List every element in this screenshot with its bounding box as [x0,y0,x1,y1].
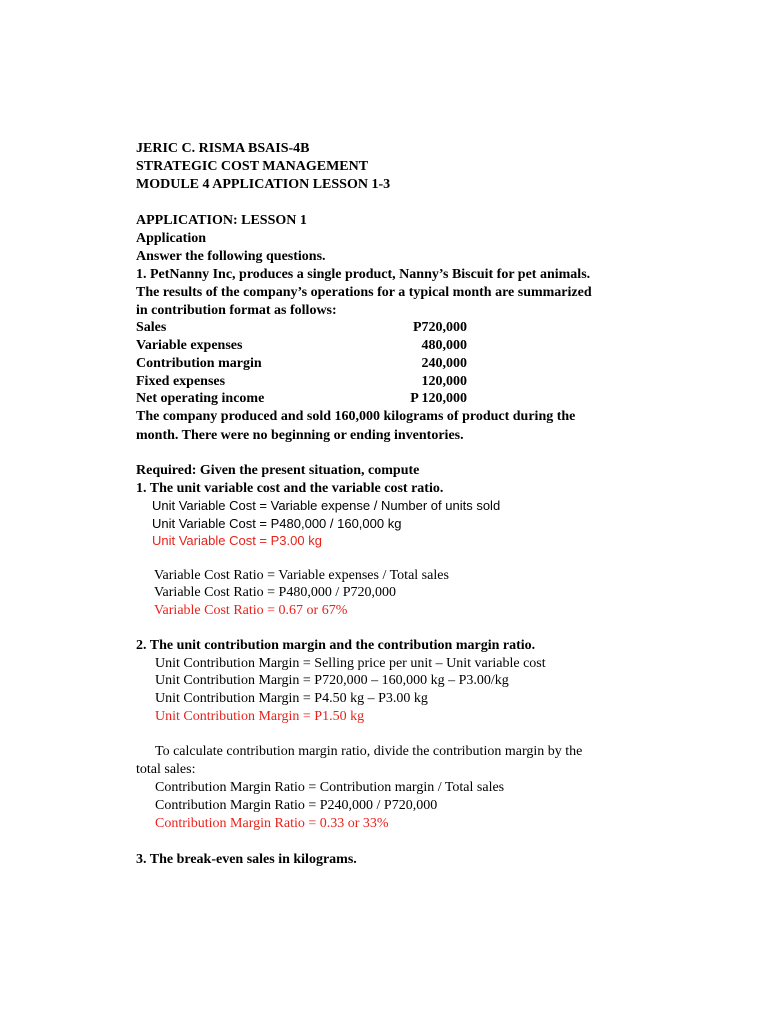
production-line: The company produced and sold 160,000 kilograms of product during the [136,409,576,424]
problem-line: 1. PetNanny Inc, produces a single product, Nanny’s Biscuit for pet animals. [136,267,591,282]
lesson-title: APPLICATION: LESSON 1 [136,213,307,228]
required-intro: Required: Given the present situation, compute [136,463,420,478]
answer-line: Contribution Margin Ratio = 0.33 or 33% [155,816,389,831]
instruction-line: Answer the following questions. [136,249,326,264]
calc-line: Unit Variable Cost = P480,000 / 160,000 kg [152,516,402,531]
answer-line: Variable Cost Ratio = 0.67 or 67% [154,603,348,618]
statement-label: Net operating income [136,391,265,406]
statement-label: Fixed expenses [136,374,226,389]
course-line: STRATEGIC COST MANAGEMENT [136,159,369,174]
calc-line: Unit Contribution Margin = Selling price per unit – Unit variable cost [155,656,546,671]
calc-line: Unit Contribution Margin = P4.50 kg – P3.00 kg [155,691,428,706]
question-3: 3. The break-even sales in kilograms. [136,852,357,867]
statement-amount: P 120,000 [410,391,467,406]
problem-line: in contribution format as follows: [136,303,337,318]
problem-line: The results of the company’s operations for a typical month are summarized [136,285,592,300]
answer-line: Unit Variable Cost = P3.00 kg [152,533,322,548]
statement-amount: P720,000 [412,320,467,335]
calc-line: Unit Variable Cost = Variable expense / Number of units sold [152,498,501,513]
lesson-subtitle: Application [136,231,207,246]
production-line: month. There were no beginning or ending inventories. [136,428,464,443]
statement-label: Sales [136,320,167,335]
calc-line: Variable Cost Ratio = Variable expenses / Total sales [154,568,449,583]
note-line: total sales: [136,762,196,777]
calc-line: Variable Cost Ratio = P480,000 / P720,000 [154,585,397,600]
module-line: MODULE 4 APPLICATION LESSON 1-3 [136,177,391,192]
calc-line: Unit Contribution Margin = P720,000 – 160,000 kg – P3.00/kg [155,673,509,688]
statement-amount: 120,000 [421,374,467,389]
calc-line: Contribution Margin Ratio = Contribution margin / Total sales [155,780,505,795]
calc-line: Contribution Margin Ratio = P240,000 / P720,000 [155,798,438,813]
question-1: 1. The unit variable cost and the variable cost ratio. [136,481,444,496]
answer-line: Unit Contribution Margin = P1.50 kg [155,709,365,724]
statement-amount: 480,000 [421,338,467,353]
author-line: JERIC C. RISMA BSAIS-4B [136,141,310,156]
statement-amount: 240,000 [421,356,467,371]
note-line: To calculate contribution margin ratio, divide the contribution margin by the [155,744,583,759]
question-2: 2. The unit contribution margin and the contribution margin ratio. [136,638,536,653]
statement-label: Variable expenses [136,338,243,353]
statement-label: Contribution margin [136,356,262,371]
